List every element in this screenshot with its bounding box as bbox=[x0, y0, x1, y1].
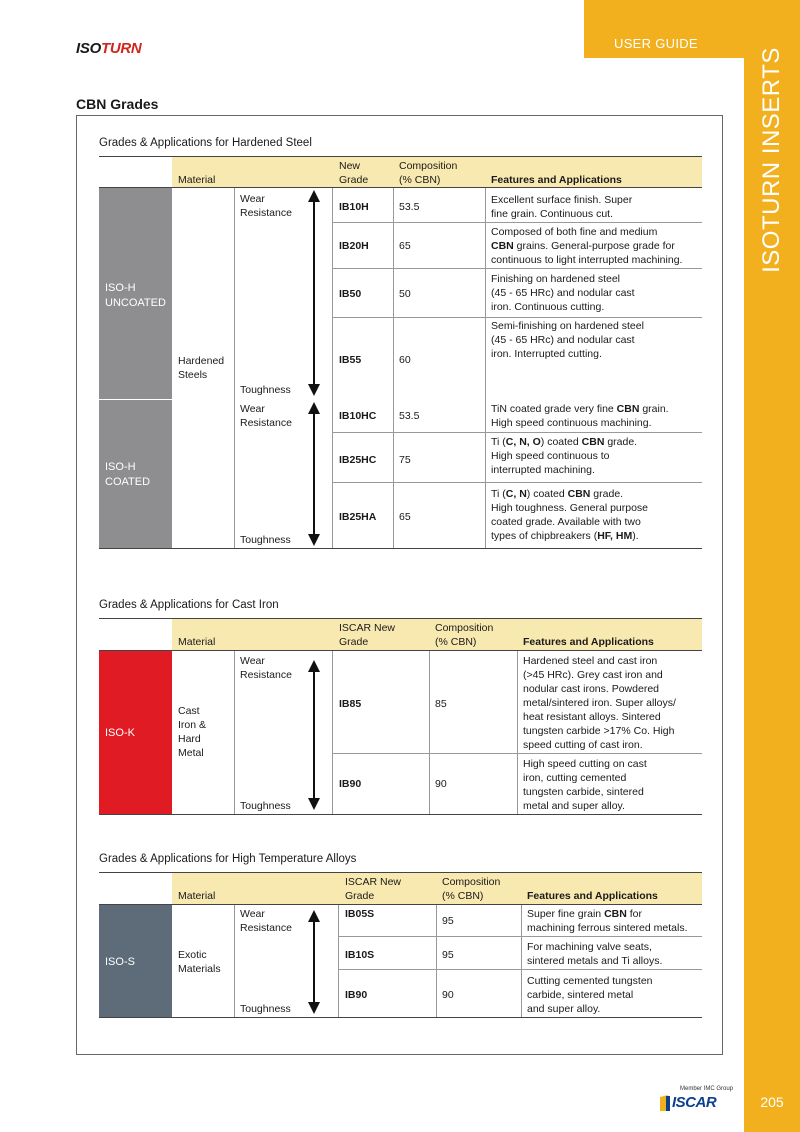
header-features: Features and Applications bbox=[527, 890, 658, 902]
composition-cell: 65 bbox=[399, 511, 411, 523]
vline bbox=[234, 188, 235, 548]
user-guide-label: USER GUIDE bbox=[614, 36, 698, 51]
vline bbox=[517, 651, 518, 814]
row-rule bbox=[332, 753, 702, 754]
composition-cell: 65 bbox=[399, 240, 411, 252]
row-rule bbox=[332, 482, 702, 483]
table-title: Grades & Applications for Hardened Steel bbox=[99, 137, 312, 149]
header-comp-1: Composition bbox=[399, 160, 458, 172]
vline bbox=[436, 905, 437, 1017]
toughness-label: Toughness bbox=[240, 1003, 291, 1015]
features-cell: Ti (C, N) coated CBN grade. High toughness. General purpose coated grade. Available with two types of chipbreakers (HF, HM). bbox=[491, 488, 649, 542]
row-rule bbox=[332, 317, 702, 318]
table-title: Grades & Applications for Cast Iron bbox=[99, 599, 279, 611]
header-features: Features and Applications bbox=[491, 174, 622, 186]
vline bbox=[234, 905, 235, 1017]
grade-cell: IB10S bbox=[345, 949, 375, 961]
vline bbox=[429, 651, 430, 814]
row-rule bbox=[332, 432, 702, 433]
row-rule bbox=[332, 222, 702, 223]
band-label: ISO-H COATED bbox=[105, 461, 151, 488]
header-comp-1: Composition bbox=[442, 876, 501, 888]
header-comp-1: Composition bbox=[435, 622, 494, 634]
arrow-down-icon bbox=[308, 798, 320, 810]
material-label: Exotic Materials bbox=[178, 949, 221, 975]
wear-resistance-label: Wear Resistance bbox=[240, 193, 292, 219]
features-cell: Semi-finishing on hardened steel (45 - 65 HRc) and nodular cast iron. Interrupted cutting. bbox=[491, 320, 644, 360]
header-comp-2: (% CBN) bbox=[399, 174, 441, 186]
rule bbox=[99, 904, 702, 905]
composition-cell: 85 bbox=[435, 698, 447, 710]
vline bbox=[521, 905, 522, 1017]
rule bbox=[99, 814, 702, 815]
features-cell: High speed cutting on cast iron, cutting cemented tungsten carbide, sintered metal and super alloy. bbox=[523, 758, 647, 812]
features-cell: Excellent surface finish. Super fine grain. Continuous cut. bbox=[491, 194, 633, 220]
band-separator bbox=[99, 399, 702, 400]
header-features: Features and Applications bbox=[523, 636, 654, 648]
features-cell: Hardened steel and cast iron (>45 HRc). Grey cast iron and nodular cast irons. Powdered metal/sintered iron. Super alloys/ heat resistant alloys. Sintered tungsten carbide >17% Co. High speed cutting of cast iron. bbox=[523, 655, 676, 751]
composition-cell: 95 bbox=[442, 949, 454, 961]
vline bbox=[234, 651, 235, 814]
grade-cell: IB25HC bbox=[339, 454, 377, 466]
wear-resistance-label: Wear Resistance bbox=[240, 655, 292, 681]
band-label: ISO-S bbox=[105, 956, 135, 968]
composition-cell: 60 bbox=[399, 354, 411, 366]
header-grade-1: ISCAR New bbox=[345, 876, 402, 888]
composition-cell: 50 bbox=[399, 288, 411, 300]
iscar-logo: ISCAR bbox=[660, 1093, 736, 1118]
band-label: ISO-K bbox=[105, 727, 135, 739]
grade-cell: IB05S bbox=[345, 908, 375, 920]
rule bbox=[99, 187, 702, 188]
table-title: Grades & Applications for High Temperature Alloys bbox=[99, 853, 357, 865]
header-grade-1: ISCAR New bbox=[339, 622, 396, 634]
header-grade-2: Grade bbox=[339, 636, 369, 648]
features-cell: Finishing on hardened steel (45 - 65 HRc) and nodular cast iron. Continuous cutting. bbox=[491, 273, 635, 313]
vline bbox=[332, 651, 333, 814]
toughness-label: Toughness bbox=[240, 534, 291, 546]
vline bbox=[338, 905, 339, 1017]
header-grade-1: New bbox=[339, 160, 361, 172]
member-imc-text: Member IMC Group bbox=[680, 1086, 734, 1092]
features-cell: Composed of both fine and medium CBN grains. General-purpose grade for continuous to light interrupted machining. bbox=[491, 226, 683, 266]
side-title: ISOTURN INSERTS bbox=[758, 47, 785, 273]
composition-cell: 53.5 bbox=[399, 201, 420, 213]
features-cell: Super fine grain CBN for machining ferrous sintered metals. bbox=[527, 908, 688, 934]
section-title: CBN Grades bbox=[76, 96, 159, 112]
grade-cell: IB90 bbox=[339, 778, 362, 790]
grade-cell: IB85 bbox=[339, 698, 362, 710]
features-cell: Ti (C, N, O) coated CBN grade. High speed continuous to interrupted machining. bbox=[491, 436, 638, 476]
grade-cell: IB10HC bbox=[339, 410, 377, 422]
user-guide-tab bbox=[584, 0, 744, 58]
wear-resistance-label: Wear Resistance bbox=[240, 908, 292, 934]
header-grade-2: Grade bbox=[339, 174, 369, 186]
composition-cell: 75 bbox=[399, 454, 411, 466]
grade-cell: IB55 bbox=[339, 354, 362, 366]
composition-cell: 90 bbox=[435, 778, 447, 790]
header-material: Material bbox=[178, 636, 216, 648]
row-rule bbox=[332, 268, 702, 269]
rule bbox=[99, 650, 702, 651]
grade-cell: IB20H bbox=[339, 240, 369, 252]
grade-cell: IB90 bbox=[345, 989, 368, 1001]
arrow-down-icon bbox=[308, 534, 320, 546]
grade-cell: IB50 bbox=[339, 288, 362, 300]
features-cell: Cutting cemented tungsten carbide, sintered metal and super alloy. bbox=[527, 975, 653, 1015]
toughness-label: Toughness bbox=[240, 384, 291, 396]
header-material: Material bbox=[178, 174, 216, 186]
rule bbox=[99, 548, 702, 549]
arrow-shaft bbox=[313, 412, 315, 536]
arrow-down-icon bbox=[308, 1002, 320, 1014]
row-rule bbox=[338, 936, 702, 937]
composition-cell: 95 bbox=[442, 915, 454, 927]
vline bbox=[393, 188, 394, 548]
grade-cell: IB10H bbox=[339, 201, 369, 213]
arrow-shaft bbox=[313, 920, 315, 1004]
composition-cell: 90 bbox=[442, 989, 454, 1001]
header-material: Material bbox=[178, 890, 216, 902]
rule bbox=[99, 1017, 702, 1018]
header-comp-2: (% CBN) bbox=[442, 890, 484, 902]
grade-cell: IB25HA bbox=[339, 511, 377, 523]
features-cell: For machining valve seats, sintered metals and Ti alloys. bbox=[527, 941, 663, 967]
toughness-label: Toughness bbox=[240, 800, 291, 812]
row-rule bbox=[338, 969, 702, 970]
page-number: 205 bbox=[760, 1094, 784, 1110]
composition-cell: 53.5 bbox=[399, 410, 420, 422]
header-grade-2: Grade bbox=[345, 890, 375, 902]
header-comp-2: (% CBN) bbox=[435, 636, 477, 648]
material-label: Cast Iron & Hard Metal bbox=[178, 705, 207, 759]
wear-resistance-label: Wear Resistance bbox=[240, 403, 292, 429]
arrow-shaft bbox=[313, 200, 315, 386]
features-cell: TiN coated grade very fine CBN grain. High speed continuous machining. bbox=[491, 403, 669, 429]
band-label: ISO-H UNCOATED bbox=[105, 282, 166, 309]
arrow-down-icon bbox=[308, 384, 320, 396]
isoturn-logo: ISOTURN bbox=[76, 40, 142, 57]
vline bbox=[332, 188, 333, 548]
arrow-shaft bbox=[313, 670, 315, 800]
material-label: Hardened Steels bbox=[178, 355, 225, 381]
vline bbox=[485, 188, 486, 548]
